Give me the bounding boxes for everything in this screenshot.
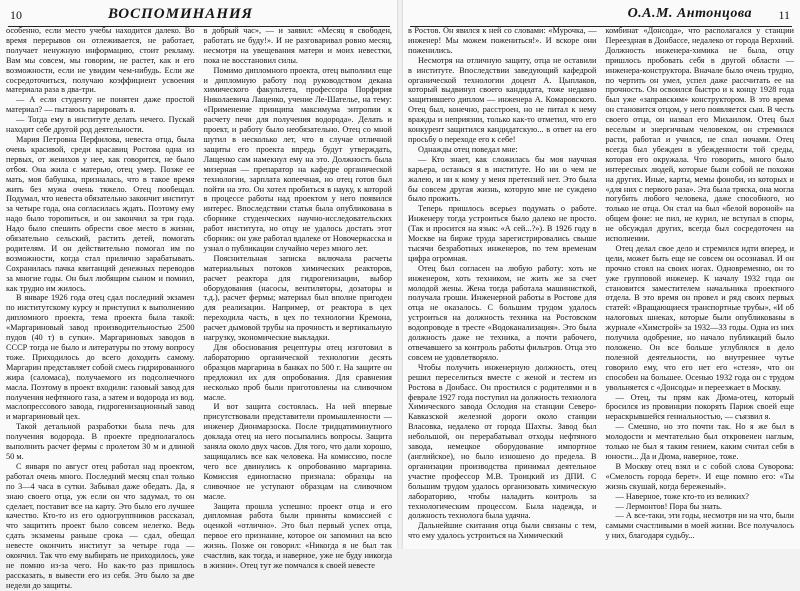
paragraph: в добрый час», — и заявил: «Месяц я свободен, работать не буду!». И не разговаривал ровно месяц, несмотря на увещевания матери и моих невестки, пока не восстановил силы.	[203, 26, 392, 65]
paragraph: — А все-таки, эти годы, несмотря ни на что, были самыми счастливыми в моей жизни. Все получалось у них, благодаря судьбу...	[605, 511, 794, 541]
paragraph: в Ростов. Он явился к ней со словами: «Мурочка, — инженер! Мы можем пожениться!». И вскоре они поженились.	[408, 26, 597, 55]
paragraph: — Тогда ему в институте делать нечего. Пускай находит себе другой род деятельности.	[6, 115, 195, 135]
paragraph: С января по август отец работал над проектом, работал очень много. Последний месяц спал только по 3—4 часа в сутки. Забывал даже обедать. Да, я знаю своего отца, уж если он что задумал, то он сделает, поставит все на карту. Это было его лучшее качество. Кто-то из его одногруппников рассказал, что защитить проект было совсем нелегко. Ведь сдать экзамены раньше срока — сдал, обещал невесте окончить институт за четыре года — окончил. Так что ему выбирать не приходилось, уже не помню из-за чего. Но как-то раз пришлось рассказать, в вывести его из себя. Это было за две недели до защиты.	[6, 461, 195, 590]
paragraph: Дальнейшие скитания отца были связаны с тем, что ему удалось устроиться на Химический	[408, 521, 597, 541]
left-page	[0, 0, 398, 590]
paragraph: Для обоснования рецептуры отец изготовил в лабораторию органической технологии десять образцов маргарина в банках по 500 г. На защите он предложил их для опробования. Для сравнения несколько проб были приготовлены на сливочном масле.	[203, 343, 392, 402]
paragraph: Такой детальной разработки была печь для получения водорода. В проекте предполагалось выполнить расчет фермы с пролетом 30 м и длиной 50 м.	[6, 422, 195, 461]
paragraph: Несмотря на отличную защиту, отца не оставили в институте. Впоследствии заведующий кафедрой органической технологии доцент А. Цыплаков, который выдвинул своего кандидата, тоже недавно защитившего диплом — инженера А. Комаровского. Отец был, конечно, расстроен, но не питал к нему вражды и неприязни, только как-то отметил, что его конкурент защитился кандидатскую... в ответ на его просьбу о переходе его к себе!	[408, 55, 597, 144]
text-column	[606, 26, 795, 545]
right-page	[402, 0, 800, 549]
paragraph: И вот защита состоялась. На ней впервые присутствовали представители промышленности — инженер Дионмарзоска. После тридцатиминутного доклада отец на него посыпались вопросы. Защита заняла около двух часов. Для того, что дали хорошо, защищались все как человека. На комиссию, после чего все двинулись к опробованию маргарина. Комиссия единогласно признала: образцы на сливочное не уступают образцам на сливочном масле.	[203, 402, 392, 501]
running-head: ВОСПОМИНАНИЯ	[108, 6, 253, 22]
paragraph: Защита прошла успешно: проект отца и его дипломная работа были приняты комиссией с оценкой «отлично». Это был первый успех отца, первое его признание, которое он запомнил на всю жизнь. Позже он говорил: «Никогда я не был так счастлив, как тогда, и наверное, уже не буду никогда в жизни». Отец тут же помчался к своей невесте	[203, 501, 392, 570]
paragraph: — Лермонтов! Пора бы знать.	[615, 501, 722, 511]
running-head: О.А.М. Антонцова	[627, 6, 752, 21]
paragraph: Отец делал свое дело и стремился идти вперед, и цели, может быть еще не совсем он осознавал. И он прочно стоял на своих ногах. Одновременно, он то уже групповой инженер. К началу 1932 года он становится заместителем начальника проектного отдела. В это время он провел и ряд своих первых статей: «Вращающиеся транспортные трубы», «И об налоговых шнеках, которые были опубликованы в журнале «Химстрой» за 1932—33 годы. Одна из них получила одобрение, но начало публикаций было положено. Он все больше углублялся в дело полезной деятельности, но внутреннее чутье говорило ему, что его нет его «стезя», что он способен на большее. Осенью 1932 года он с трудом увольняется с «Донсоды» и переезжает в Москву.	[605, 243, 794, 392]
page-number: 10	[10, 8, 22, 22]
paragraph: комбинат «Донсода», что располагался у станции Переездная в Донбассе, недалеко от города Верхний. Должность инженера-химика не была, отцу пришлось пробовать себя в другой области — инженера-конструктора. Вначале было очень трудно, по чертить он умел, успел даже рассчитать ее на прочность. Он освоился быстро и к концу 1928 года был уже «заправским» конструктором. В это время он становится отцом, у него появляется сын. В честь своего отца, он назвал его Михаилом. Отец был веселым и энергичным человеком, он стремился расти, работал и учился, не спал ночами. Отец всегда был убежден в убежденности той среды, которая его окружала. Что говорить, много было интересных людей, которые были собой не похожи на других. Иные, карты, мемы фоноби, из которых и «для них с первого раза». Эта была тряска, она могла погубить любого человека, даже способного, но только не отца. Он стал на был «белой вороной» на общем фоне: не пил, не курил, не вступал в споры, не обсуждал других, всегда был сосредоточен на исполнении.	[605, 26, 794, 244]
paragraph: — Наверное, тоже кто-то из великих?	[615, 491, 749, 501]
paragraph: — Отец, ты прям как Дюма-отец, который бросился из провинции покорять Париж своей еще нераскрывшейся гениальностью, — съязвил я.	[605, 392, 794, 422]
paragraph: особенно, если место учебы находится далеко. Во время перерывов он отлеживается, не работает, получает ненужную информацию, стоит рекламу. Вам мы совсем, мы говорим, не растет, как и его возможности, если не увидим чем-нибудь. Если же сосредоточиться, получаю коэффициент усвоения материала раза в два-три.	[6, 26, 195, 95]
paragraph: В январе 1926 года отец сдал последний экзамен по институтскому курсу и приступил к выполнению дипломного проекта, тема проекта была такой: «Маргариновый завод производительностью 2500 пудов (40 т) в сутки». Маргариновых заводов в СССР тогда не было и литературы по этому вопросу тоже. Приходилось до всего доходить самому. Маргарин представляет собой смесь гидрированного жира (саломаса), получаемого из подсолнечного масла. Поэтому в проект входили: газовый завод для получения нефтяного газа, а затем и водорода из вод. маслопрессового завода, гидрогенизационный завод и маргариновый цех.	[6, 293, 195, 422]
paragraph: Мария Петровна Перфилова, невеста отца, была очень красивой, среди красавиц Ростова одна из первых, от женихов у нее, как говорится, не было отбоя. Она жила с матерью, отец умер. Позже ее мать, моя бабушка, призналась, что в такое время жить без мужа очень тяжело. Отец пообещал. Подумал, что невеста обязательно закончит институт за четыре года, она согласилась ждать. Поэтому ему надо было торопиться, и он закончил за три года. Надо было спешить обрести свое место в жизни, обязательно сельский, растить детей, помогать родителям. И он действительно помогал им по возможности, когда стал прилично зарабатывать. Сохранилась пачка квитанций денежных переводов за многие годы. Он был любящим сыном и помнил, как трудно им жилось.	[6, 134, 195, 293]
paragraph: — Кто знает, как сложилась бы моя научная карьера, останься я в институте. Но ни о чем не жалею, и ни к кому у меня претензий нет. Это была бы совсем другая жизнь, которую мне не суждено было прожить.	[408, 154, 597, 204]
paragraph: Отец был согласен на любую работу: хоть не инженером, хоть техником, не жить же за счет молодой жены. Жена тогда работала машинисткой, получала гроши. Инженерной работы в Ростове для отца не оказалось. С большим трудом удалось устроиться на должность техника на Ростовском водопроводе в тресте «Водоканализация». Это была должность даже не техника, а почти рабочего, отвечавшего за контроль работы фильтров. Отца это совсем не удовлетворяло.	[408, 263, 597, 362]
paragraph: Пояснительная записка включала расчеты материальных потоков химических реакторов, расчет реактора для гидрогенизации, выбор оборудования (насосы, вентиляторы, дозаторы и т.д.), расчет фермы; материал был вполне пригоден для реализации. Например, от реактора в цех переходила часть, в цех по технологии Кремона, расчет дымовой трубы на прочность и вертикальную нагрузку, экономические выкладки.	[203, 253, 392, 343]
page-number: 11	[778, 8, 790, 22]
paragraph: — Смешно, но это почти так. Но я же был в молодости и мечтательно был откровенен наглым, только не был я таким гением, каким считал себя в юности... Да и Дюма, наверное, тоже.	[605, 422, 794, 461]
text-column	[6, 26, 195, 590]
left-page-columns	[6, 26, 392, 590]
paragraph: Помимо дипломного проекта, отец выполнил еще и дипломную работу под руководством декана химического факультета, профессора Порфирия Николаевича Лащенко, учение Ле-Шателье, на тему: «Применение принципа максимума энтропии к расчету печи для получения водорода». Делать и проект, и работу было необязательно. Отец со мной шутил в несколько лет, что в случае отличной защиты его проекта впредь будут утверждать, Лащенко сам намекнул ему на это. Должность была мизерная — препаратор на кафедре органической технологии, зарплата копеечная, но отец готов был пойти на это. Он хотел пробиться в науку, к которой в процессе работы над проектом у него появился интерес. Впоследствии статья была опубликована в сборнике студенческих научно-исследовательских работ института, но отцу не удалось достать этот сборник: он уже работал вдалеке от Новочеркасска и узнал о публикации случайно через много лет.	[203, 65, 392, 253]
left-page-header	[8, 6, 390, 26]
text-column	[408, 26, 597, 545]
paragraph: Однажды отец поведал мне:	[418, 144, 518, 154]
paragraph: В Москву отец взял и с собой слова Суворова: «Смелость города берет». И еще помню его: «Ты жизнь скушай, когда береженый».	[605, 461, 794, 491]
paragraph: Теперь пришлось всерьез подумать о работе. Инженеру тогда устроиться было далеко не просто. (Так и просится на язык: «А сей...?»). В 1926 году в Москве на бирже труда зарегистрировались свыше тысячи безработных инженеров, по тем временам цифра огромная.	[408, 204, 597, 263]
right-page-columns	[408, 26, 794, 545]
paragraph: Чтобы получить инженерную должность, отец решил переселиться вместе с женой и тестем из Ростова в Донбасс. Он простился с родителями и в феврале 1927 года поступил на должность технолога Химического завода Ослодия на станции Северо-Кавказской железной дороги около станции Власовка, недалеко от города Шахты. Завод был небольшой, он перерабатывал отходы нефтяного завода, немецкое оборудование импортное (английское), но было изношено до предела. В организации производства принимал деятельное участие профессор М.В. Троицкий из ДПИ. С большим трудом удалось организовать химическую лабораторию, чтобы наладить контроль за технологическим процессом. Была надежда, и должность технолога была удачна.	[408, 362, 597, 521]
paragraph: — А если студенту не понятен даже простой материал? — пытаюсь парировать я.	[6, 95, 195, 115]
right-page-header	[410, 6, 792, 26]
text-column	[203, 26, 393, 570]
